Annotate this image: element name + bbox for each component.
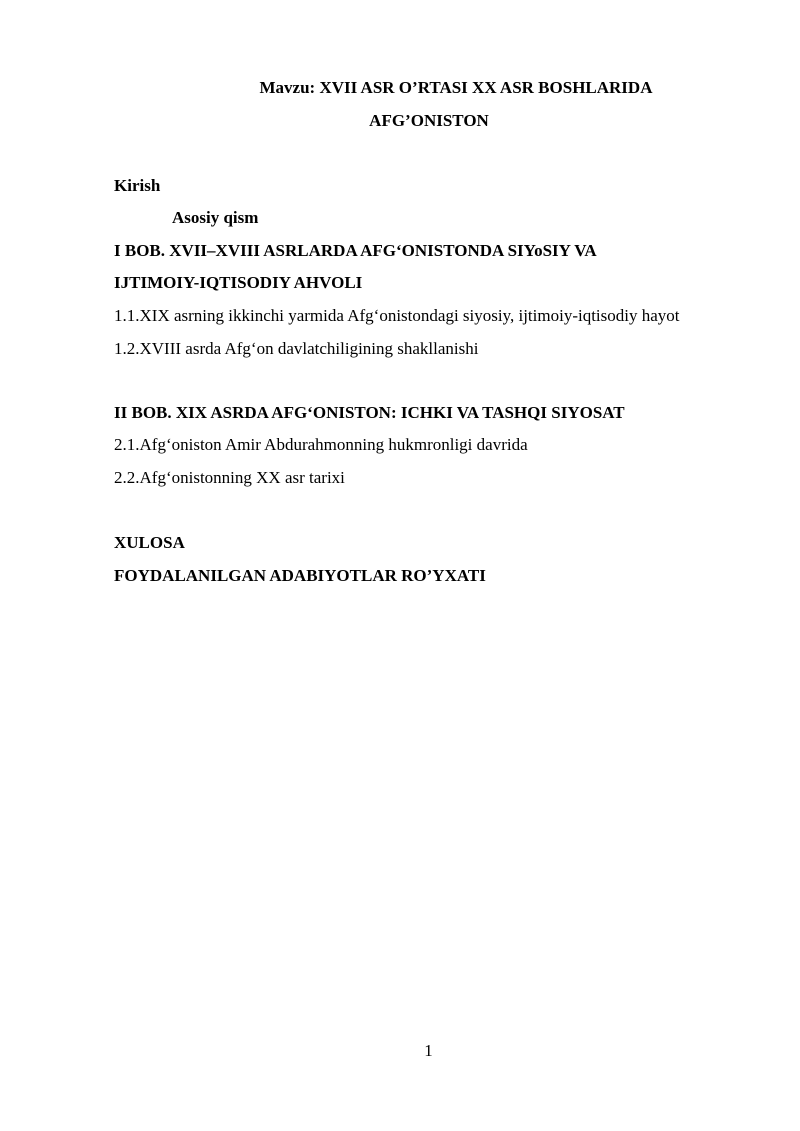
title-line-1: Mavzu: XVII ASR O’RTASI XX ASR BOSHLARIDA — [259, 78, 653, 97]
toc-main-part: Asosiy qism — [172, 208, 259, 227]
section-2-2: 2.2.Afg‘onistonning XX asr tarixi — [114, 468, 345, 487]
section-1-2: 1.2.XVIII asrda Afg‘on davlatchiligining shakllanishi — [114, 339, 479, 358]
chapter1-heading-line1: I BOB. XVII–XVIII ASRLARDA AFG‘ONISTONDA SIYoSIY VA — [114, 241, 597, 260]
chapter1-heading-line2: IJTIMOIY-IQTISODIY AHVOLI — [114, 273, 363, 292]
page-number: 1 — [424, 1041, 433, 1060]
title-line-2: AFG’ONISTON — [369, 111, 489, 130]
toc-conclusion: XULOSA — [114, 533, 185, 552]
toc-intro: Kirish — [114, 176, 161, 195]
section-1-1: 1.1.XIX asrning ikkinchi yarmida Afg‘onistondagi siyosiy, ijtimoiy-iqtisodiy hayot — [114, 306, 680, 325]
toc-references: FOYDALANILGAN ADABIYOTLAR RO’YXATI — [114, 566, 486, 585]
section-2-1: 2.1.Afg‘oniston Amir Abdurahmonning hukmronligi davrida — [114, 435, 528, 454]
chapter2-heading: II BOB. XIX ASRDA AFG‘ONISTON: ICHKI VA TASHQI SIYOSAT — [114, 403, 625, 422]
